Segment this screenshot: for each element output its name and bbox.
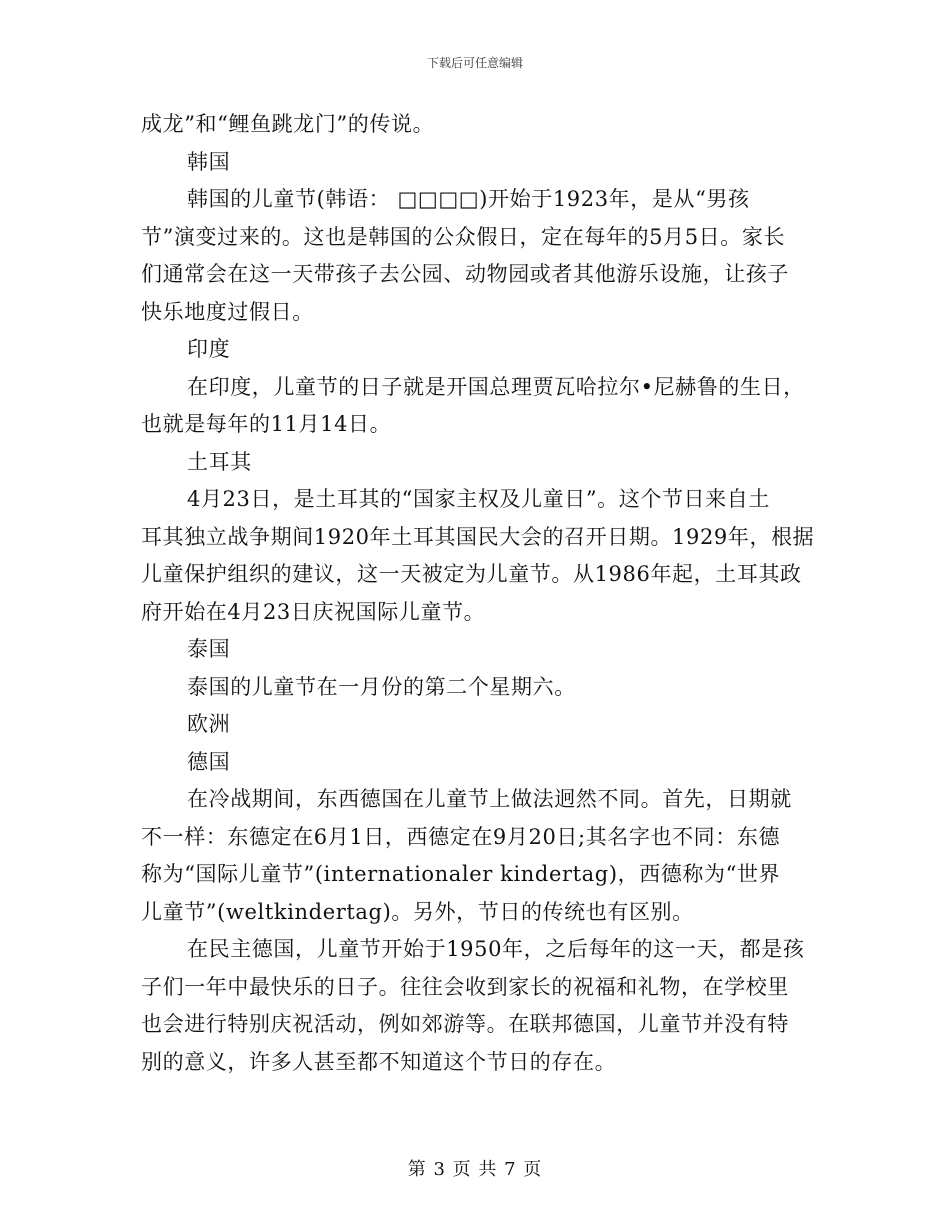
text-line: 德国 [187,749,231,774]
text-line: 节”演变过来的。这也是韩国的公众假日，定在每年的5月5日。家长 [141,224,786,249]
text-line: 泰国的儿童节在一月份的第二个星期六。 [187,674,576,699]
text-line: 儿童保护组织的建议，这一天被定为儿童节。从1986年起，土耳其政 [141,562,802,586]
text-line: 在冷战期间，东西德国在儿童节上做法迥然不同。首先，日期就 [187,787,792,811]
text-line: 在民主德国，儿童节开始于1950年，之后每年的这一天，都是孩 [187,937,805,961]
text-line: 府开始在4月23日庆祝国际儿童节。 [141,599,486,624]
text-line: 别的意义，许多人甚至都不知道这个节日的存在。 [141,1049,617,1074]
document-body [141,106,815,1081]
text-line: 成龙”和“鲤鱼跳龙门”的传说。 [141,112,435,136]
text-line: 也就是每年的11月14日。 [141,412,392,436]
text-line: 4月23日，是土耳其的“国家主权及儿童日”。这个节日来自土 [187,487,770,511]
text-line: 泰国 [187,637,231,661]
text-line: 儿童节”(weltkindertag)。另外，节日的传统也有区别。 [141,899,694,924]
page-header: 下载后可任意编辑 [426,56,523,70]
text-line: 韩国 [187,149,231,174]
text-line: 印度 [187,337,231,361]
text-line: 韩国的儿童节(韩语： □□□□)开始于1923年，是从“男孩 [187,187,750,211]
text-line: 在印度，儿童节的日子就是开国总理贾瓦哈拉尔•尼赫鲁的生日， [187,374,805,399]
text-line: 们通常会在这一天带孩子去公园、动物园或者其他游乐设施，让孩子 [141,262,789,286]
page-number: 第 3 页 共 7 页 [407,1159,543,1180]
text-line: 耳其独立战争期间1920年土耳其国民大会的召开日期。1929年，根据 [141,524,815,549]
text-line: 欧洲 [187,712,231,736]
text-line: 称为“国际儿童节”(internationaler kindertag)，西德称为“世界 [141,862,781,886]
text-line: 快乐地度过假日。 [141,299,314,324]
text-line: 土耳其 [187,449,252,474]
text-line: 也会进行特别庆祝活动，例如郊游等。在联邦德国，儿童节并没有特 [141,1012,789,1036]
text-line: 不一样：东德定在6月1日，西德定在9月20日;其名字也不同：东德 [141,824,781,849]
text-line: 子们一年中最快乐的日子。往往会收到家长的祝福和礼物，在学校里 [141,974,789,999]
